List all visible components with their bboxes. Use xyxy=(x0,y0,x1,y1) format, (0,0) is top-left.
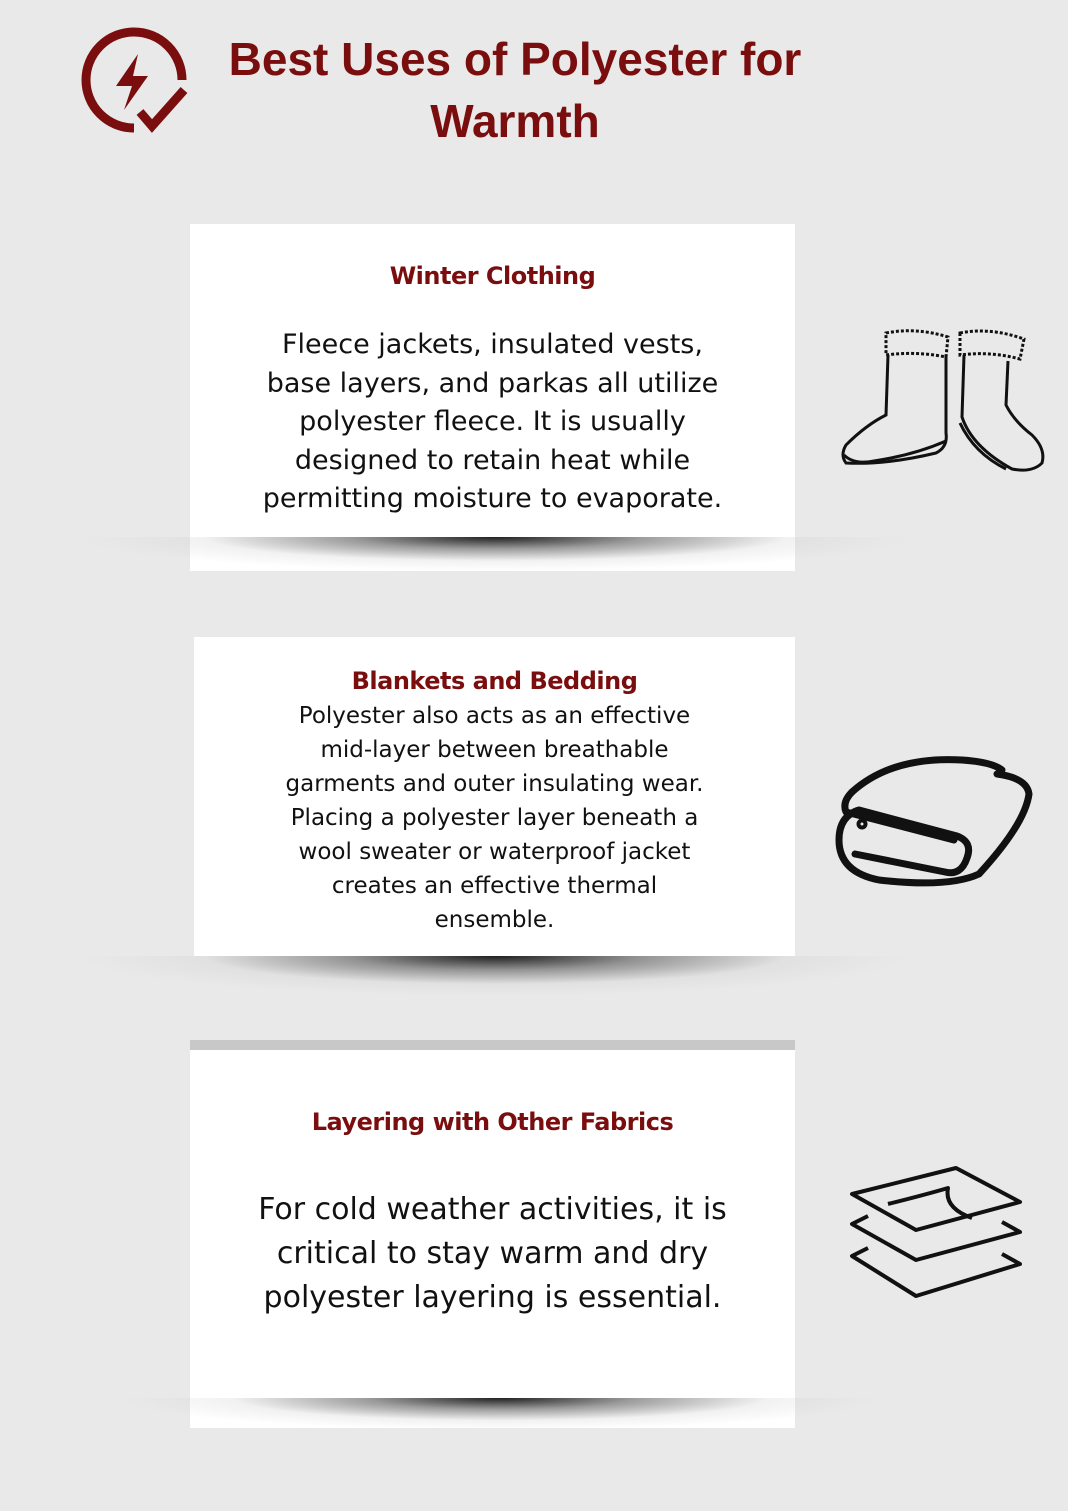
card-body: Polyester also acts as an effective mid-layer between breathable garments and outer insulating wear. Placing a polyester layer beneath a wool sweater or waterproof jacket creates an effective thermal ensemble. xyxy=(285,703,704,933)
card-shadow xyxy=(80,537,910,571)
lightning-check-icon xyxy=(78,24,194,136)
card-shadow xyxy=(120,1398,880,1430)
page-title: Best Uses of Polyester for Warmth xyxy=(228,33,802,147)
card-heading: Blankets and Bedding xyxy=(351,667,638,695)
winter-boots-icon xyxy=(838,325,1053,475)
card-blankets-bedding xyxy=(194,637,795,956)
layers-icon xyxy=(848,1164,1026,1304)
card-heading: Winter Clothing xyxy=(389,262,596,290)
card-body: Fleece jackets, insulated vests, base layers, and parkas all utilize polyester fleece. It is usually designed to retain heat while permitting moisture to evaporate. xyxy=(262,329,723,514)
folded-blanket-icon xyxy=(832,752,1042,890)
card-layering-fabrics xyxy=(190,1040,795,1428)
card-shadow xyxy=(80,956,910,996)
card-body: For cold weather activities, it is critical to stay warm and dry polyester layering is essential. xyxy=(258,1192,727,1315)
card-winter-clothing xyxy=(190,224,795,571)
card-heading: Layering with Other Fabrics xyxy=(311,1108,674,1136)
